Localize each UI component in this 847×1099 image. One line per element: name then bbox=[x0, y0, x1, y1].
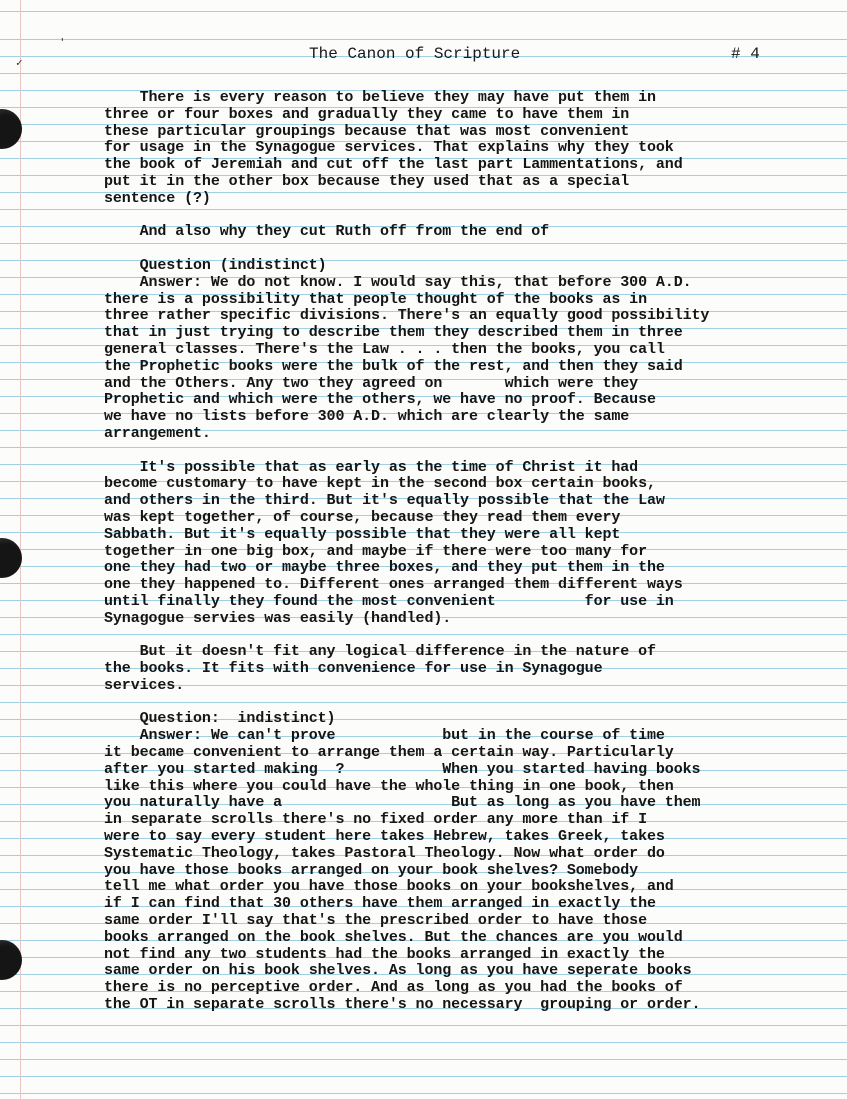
text-line: one they had two or maybe three boxes, and they put them in the bbox=[104, 559, 665, 577]
text-line: until finally they found the most convenient for use in bbox=[104, 592, 674, 610]
blank-line bbox=[104, 208, 824, 225]
text-line: put it in the other box because they used that as a special bbox=[104, 172, 630, 190]
text-line: the book of Jeremiah and cut off the last part Lammentations, and bbox=[104, 156, 683, 174]
page-header bbox=[0, 45, 847, 65]
text-line: you naturally have a But as long as you have them bbox=[104, 794, 701, 812]
text-line: And also why they cut Ruth off from the end of bbox=[104, 223, 550, 241]
margin-tick-mark: ' bbox=[59, 36, 66, 49]
transcript-body bbox=[104, 90, 824, 1014]
text-line: It's possible that as early as the time of Christ it had bbox=[104, 458, 639, 476]
text-line: There is every reason to believe they may have put them in bbox=[104, 89, 656, 106]
text-line: Sabbath. But it's equally possible that they were all kept bbox=[104, 525, 621, 543]
text-line: we have no lists before 300 A.D. which are clearly the same bbox=[104, 408, 630, 426]
text-line: you have those books arranged on your book shelves? Somebody bbox=[104, 861, 639, 879]
text-line: three rather specific divisions. There's an equally good possibility bbox=[104, 307, 710, 325]
text-line: arrangement. bbox=[104, 424, 211, 442]
text-line: after you started making ? When you started having books bbox=[104, 760, 701, 778]
text-line: the OT in separate scrolls there's no necessary grouping or order. bbox=[104, 996, 701, 1014]
binder-hole-middle bbox=[0, 538, 22, 578]
text-line: Synagogue servies was easily (handled). bbox=[104, 609, 452, 627]
blank-line bbox=[104, 443, 824, 460]
text-line: Answer: We can't prove but in the course of time bbox=[104, 727, 665, 745]
blank-line bbox=[104, 241, 824, 258]
blank-line bbox=[104, 695, 824, 712]
text-line: together in one big box, and maybe if there were too many for bbox=[104, 542, 647, 560]
text-line: there is a possibility that people thought of the books as in bbox=[104, 290, 647, 308]
page-number: # 4 bbox=[731, 45, 760, 63]
text-line: tell me what order you have those books on your bookshelves, and bbox=[104, 878, 674, 896]
binder-hole-top bbox=[0, 109, 22, 149]
text-line: Systematic Theology, takes Pastoral Theology. Now what order do bbox=[104, 844, 665, 862]
text-line: sentence (?) bbox=[104, 189, 211, 207]
text-line: Question: indistinct) bbox=[104, 710, 336, 728]
text-line: were to say every student here takes Hebrew, takes Greek, takes bbox=[104, 828, 665, 846]
text-line: Question (indistinct) bbox=[104, 256, 327, 274]
text-line: the Prophetic books were the bulk of the rest, and then they said bbox=[104, 357, 683, 375]
text-line: was kept together, of course, because they read them every bbox=[104, 508, 621, 526]
text-line: there is no perceptive order. And as long as you had the books of bbox=[104, 979, 683, 997]
text-line: general classes. There's the Law . . . then the books, you call bbox=[104, 340, 665, 358]
text-line: Answer: We do not know. I would say this, that before 300 A.D. bbox=[104, 273, 692, 291]
text-line: not find any two students had the books arranged in exactly the bbox=[104, 945, 665, 963]
text-line: it became convenient to arrange them a certain way. Particularly bbox=[104, 744, 674, 762]
text-line: Prophetic and which were the others, we have no proof. Because bbox=[104, 391, 656, 409]
text-line: in separate scrolls there's no fixed order any more than if I bbox=[104, 811, 647, 829]
text-line: like this where you could have the whole thing in one book, then bbox=[104, 777, 674, 795]
text-line: books arranged on the book shelves. But the chances are you would bbox=[104, 928, 683, 946]
text-line: services. bbox=[104, 676, 185, 694]
text-line: same order I'll say that's the prescribed order to have those bbox=[104, 912, 647, 930]
text-line: that in just trying to describe them they described them in three bbox=[104, 324, 683, 342]
text-line: and the Others. Any two they agreed on which were they bbox=[104, 374, 639, 392]
text-line: for usage in the Synagogue services. That explains why they took bbox=[104, 139, 674, 157]
text-line: become customary to have kept in the second box certain books, bbox=[104, 475, 656, 493]
blank-line bbox=[104, 628, 824, 645]
margin-check-mark: ✓ bbox=[16, 56, 23, 69]
text-line: these particular groupings because that was most convenient bbox=[104, 122, 630, 140]
text-line: But it doesn't fit any logical difference in the nature of bbox=[104, 643, 656, 661]
text-line: one they happened to. Different ones arranged them different ways bbox=[104, 576, 683, 594]
binder-hole-bottom bbox=[0, 940, 22, 980]
text-line: same order on his book shelves. As long as you have seperate books bbox=[104, 962, 692, 980]
text-line: the books. It fits with convenience for use in Synagogue bbox=[104, 660, 603, 678]
text-line: and others in the third. But it's equally possible that the Law bbox=[104, 492, 665, 510]
text-line: if I can find that 30 others have them arranged in exactly the bbox=[104, 895, 656, 913]
page-title: The Canon of Scripture bbox=[309, 45, 521, 63]
text-line: three or four boxes and gradually they came to have them in bbox=[104, 105, 630, 123]
